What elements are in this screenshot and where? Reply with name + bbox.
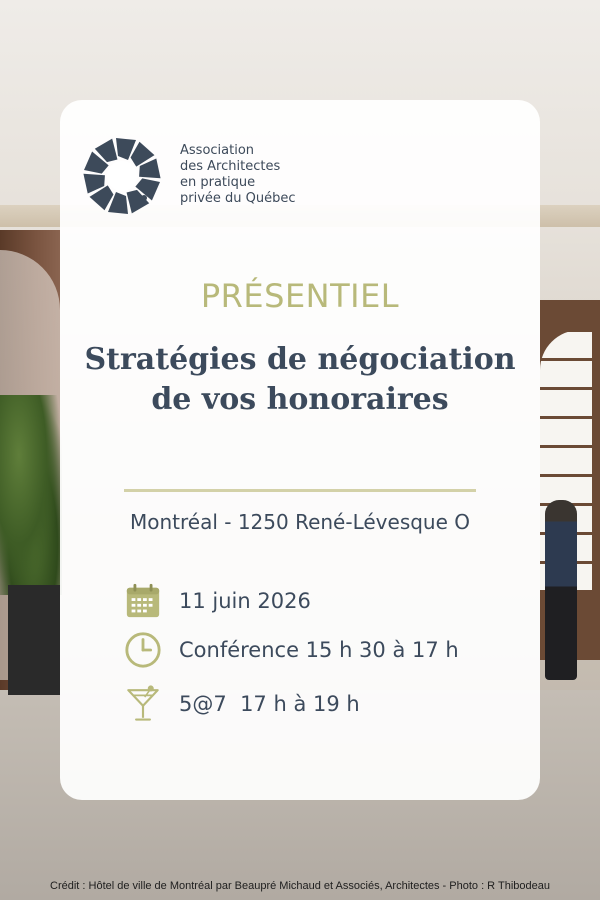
calendar-icon [124,582,162,620]
event-title [60,340,540,420]
event-format: PRÉSENTIEL [200,277,400,315]
organization-line: Association [180,143,255,158]
organization-name [180,143,380,207]
event-date: 11 juin 2026 [179,589,311,613]
organization-line: privée du Québec [180,191,296,206]
divider [124,489,476,492]
event-cocktail-time: 5@7 17 h à 19 h [179,692,360,716]
background-plant-pot [8,585,60,695]
event-title-line: Stratégies de négociation [84,342,516,377]
cocktail-row [124,684,360,724]
organization-line: en pratique [180,175,256,190]
background-person [545,500,577,680]
photo-credit: Crédit : Hôtel de ville de Montréal par Beaupré Michaud et Associés, Architectes - Photo : R Thibodeau [50,880,550,892]
cocktail-glass-icon [124,685,162,723]
event-conference-time: Conférence 15 h 30 à 17 h [179,638,459,662]
aperture-logo-icon [82,136,162,216]
date-row [124,581,311,621]
time-row [124,630,459,670]
event-location: Montréal - 1250 René-Lévesque O [129,510,471,534]
organization-line: des Architectes [180,159,281,174]
event-title-line: de vos honoraires [151,382,449,417]
clock-icon [124,631,162,669]
background-plant [0,395,62,595]
